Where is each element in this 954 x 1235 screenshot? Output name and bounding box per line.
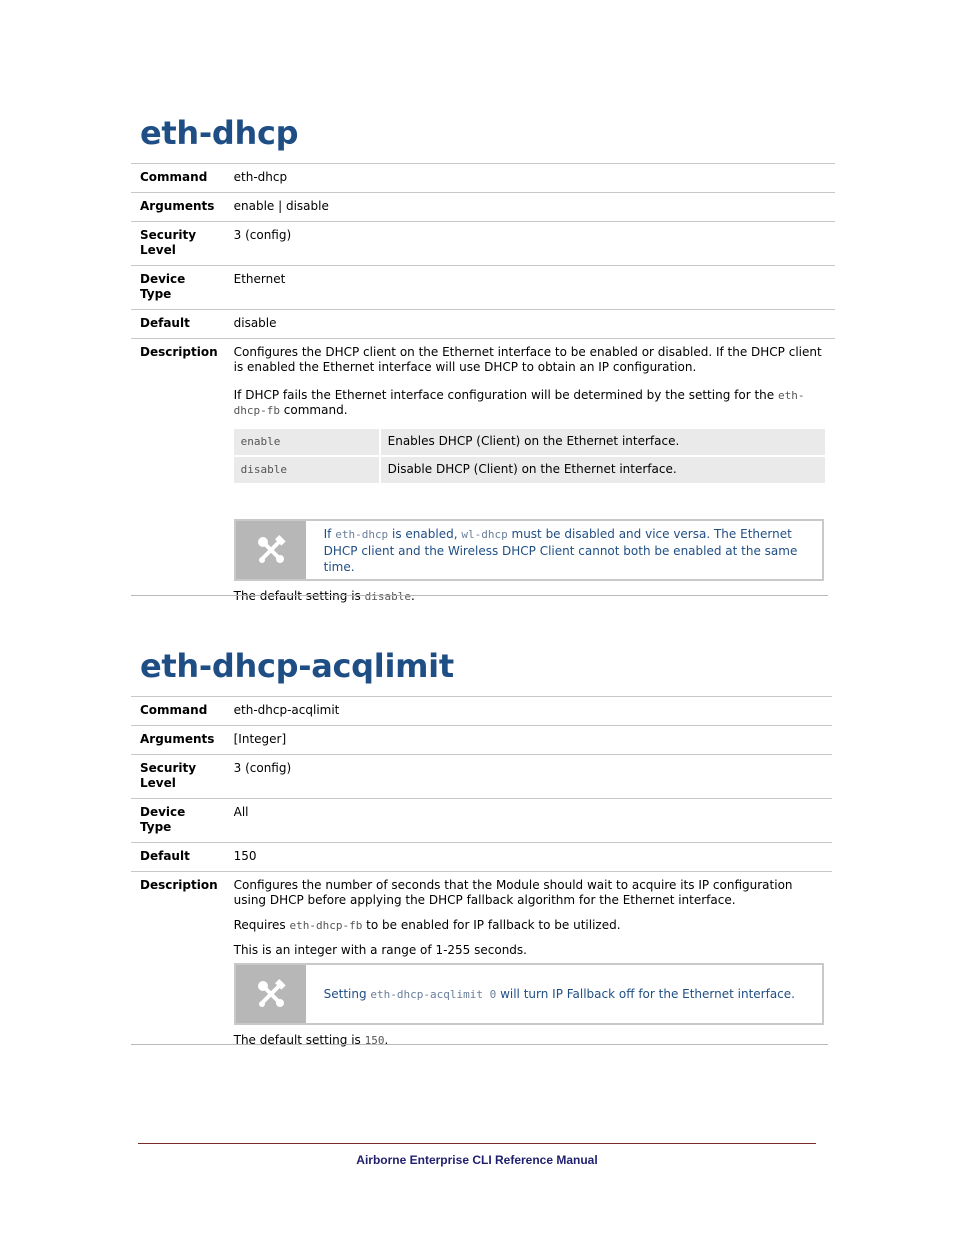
code-text: 150 xyxy=(364,1034,385,1047)
section-title: eth-dhcp-acqlimit xyxy=(140,647,454,685)
option-text: Enables DHCP (Client) on the Ethernet interface. xyxy=(381,429,825,455)
note-text xyxy=(306,965,822,1023)
options-table xyxy=(232,427,827,485)
row-label: Command xyxy=(131,164,226,193)
table-row xyxy=(131,164,835,193)
row-label: Description xyxy=(131,872,226,1066)
section-title: eth-dhcp xyxy=(140,114,299,152)
row-value: 3 (config) xyxy=(226,222,835,266)
table-row xyxy=(131,697,832,726)
row-label: Arguments xyxy=(131,193,226,222)
table-row xyxy=(131,193,835,222)
code-text: eth-dhcp-fb xyxy=(233,389,805,417)
option-row xyxy=(234,457,825,483)
code-text: eth-dhcp-acqlimit 0 xyxy=(370,987,497,1001)
section-divider xyxy=(131,595,828,596)
text: If xyxy=(323,526,336,541)
text: The default setting is xyxy=(233,589,365,603)
row-value: [Integer] xyxy=(226,726,832,755)
table-row xyxy=(131,266,835,310)
text: If DHCP fails the Ethernet interface configuration will be determined by the setting for the xyxy=(233,388,778,402)
row-label xyxy=(131,222,226,266)
command-table xyxy=(131,163,835,621)
row-label: Command xyxy=(131,697,226,726)
description-paragraph: This is an integer with a range of 1-255 seconds. xyxy=(233,943,527,957)
row-label: Description xyxy=(131,339,226,622)
code-text: eth-dhcp-fb xyxy=(289,919,363,932)
label-line: Level xyxy=(140,776,176,790)
text: . xyxy=(410,589,415,603)
row-value: All xyxy=(226,799,832,843)
option-key xyxy=(234,429,379,455)
note-text xyxy=(306,521,822,579)
table-row xyxy=(131,799,832,843)
tools-icon xyxy=(236,965,306,1023)
code-text: disable xyxy=(364,590,411,603)
text: Setting xyxy=(323,986,371,1001)
option-row xyxy=(234,429,825,455)
section-divider xyxy=(131,1044,828,1045)
label-line: Security xyxy=(140,228,197,242)
command-table xyxy=(131,696,832,1065)
table-row xyxy=(131,872,832,1066)
row-value: 150 xyxy=(226,843,832,872)
tools-icon xyxy=(236,521,306,579)
table-row xyxy=(131,755,832,799)
table-row xyxy=(131,310,835,339)
row-value: disable xyxy=(226,310,835,339)
row-label: Device Type xyxy=(131,266,226,310)
table-row xyxy=(131,843,832,872)
row-value: enable | disable xyxy=(226,193,835,222)
description-cell xyxy=(226,339,835,622)
text: The default setting is xyxy=(233,1033,365,1047)
text: . xyxy=(384,1033,389,1047)
default-note xyxy=(234,589,827,604)
page-footer: Airborne Enterprise CLI Reference Manual xyxy=(356,1153,598,1167)
row-value: 3 (config) xyxy=(226,755,832,799)
note-box xyxy=(234,519,824,581)
description-paragraph xyxy=(234,918,824,933)
option-key xyxy=(234,457,379,483)
code-text: disable xyxy=(240,463,287,476)
row-value: eth-dhcp xyxy=(226,164,835,193)
table-row xyxy=(131,339,835,622)
row-label: Arguments xyxy=(131,726,226,755)
default-note xyxy=(234,1033,824,1048)
description-paragraph: Configures the DHCP client on the Ethernet interface to be enabled or disabled. If the DHCP client is enabled the Ethernet interface will use DHCP to obtain an IP configuration. xyxy=(233,345,822,374)
option-text: Disable DHCP (Client) on the Ethernet interface. xyxy=(381,457,825,483)
description-cell xyxy=(226,872,832,1066)
row-value: Ethernet xyxy=(226,266,835,310)
text: will turn IP Fallback off for the Ethernet interface. xyxy=(496,986,795,1001)
note-box xyxy=(234,963,824,1025)
description-paragraph: Configures the number of seconds that the Module should wait to acquire its IP configuration using DHCP before applying the DHCP fallback algorithm for the Ethernet interface. xyxy=(233,878,793,907)
row-label xyxy=(131,755,226,799)
description-paragraph xyxy=(234,388,827,418)
text: command. xyxy=(279,403,348,417)
text: must be disabled and vice versa. The Ethernet DHCP client and the Wireless DHCP Client cannot both be enabled at the same time. xyxy=(323,526,798,574)
row-label: Device Type xyxy=(131,799,226,843)
code-text: enable xyxy=(240,435,281,448)
row-value: eth-dhcp-acqlimit xyxy=(226,697,832,726)
row-label: Default xyxy=(131,310,226,339)
label-line: Level xyxy=(140,243,176,257)
label-line: Security xyxy=(140,761,197,775)
row-label: Default xyxy=(131,843,226,872)
table-row xyxy=(131,726,832,755)
table-row xyxy=(131,222,835,266)
text: to be enabled for IP fallback to be utilized. xyxy=(362,918,621,932)
code-text: wl-dhcp xyxy=(461,527,508,541)
footer-divider xyxy=(138,1143,816,1144)
text: Requires xyxy=(233,918,290,932)
code-text: eth-dhcp xyxy=(335,527,389,541)
text: is enabled, xyxy=(388,526,462,541)
